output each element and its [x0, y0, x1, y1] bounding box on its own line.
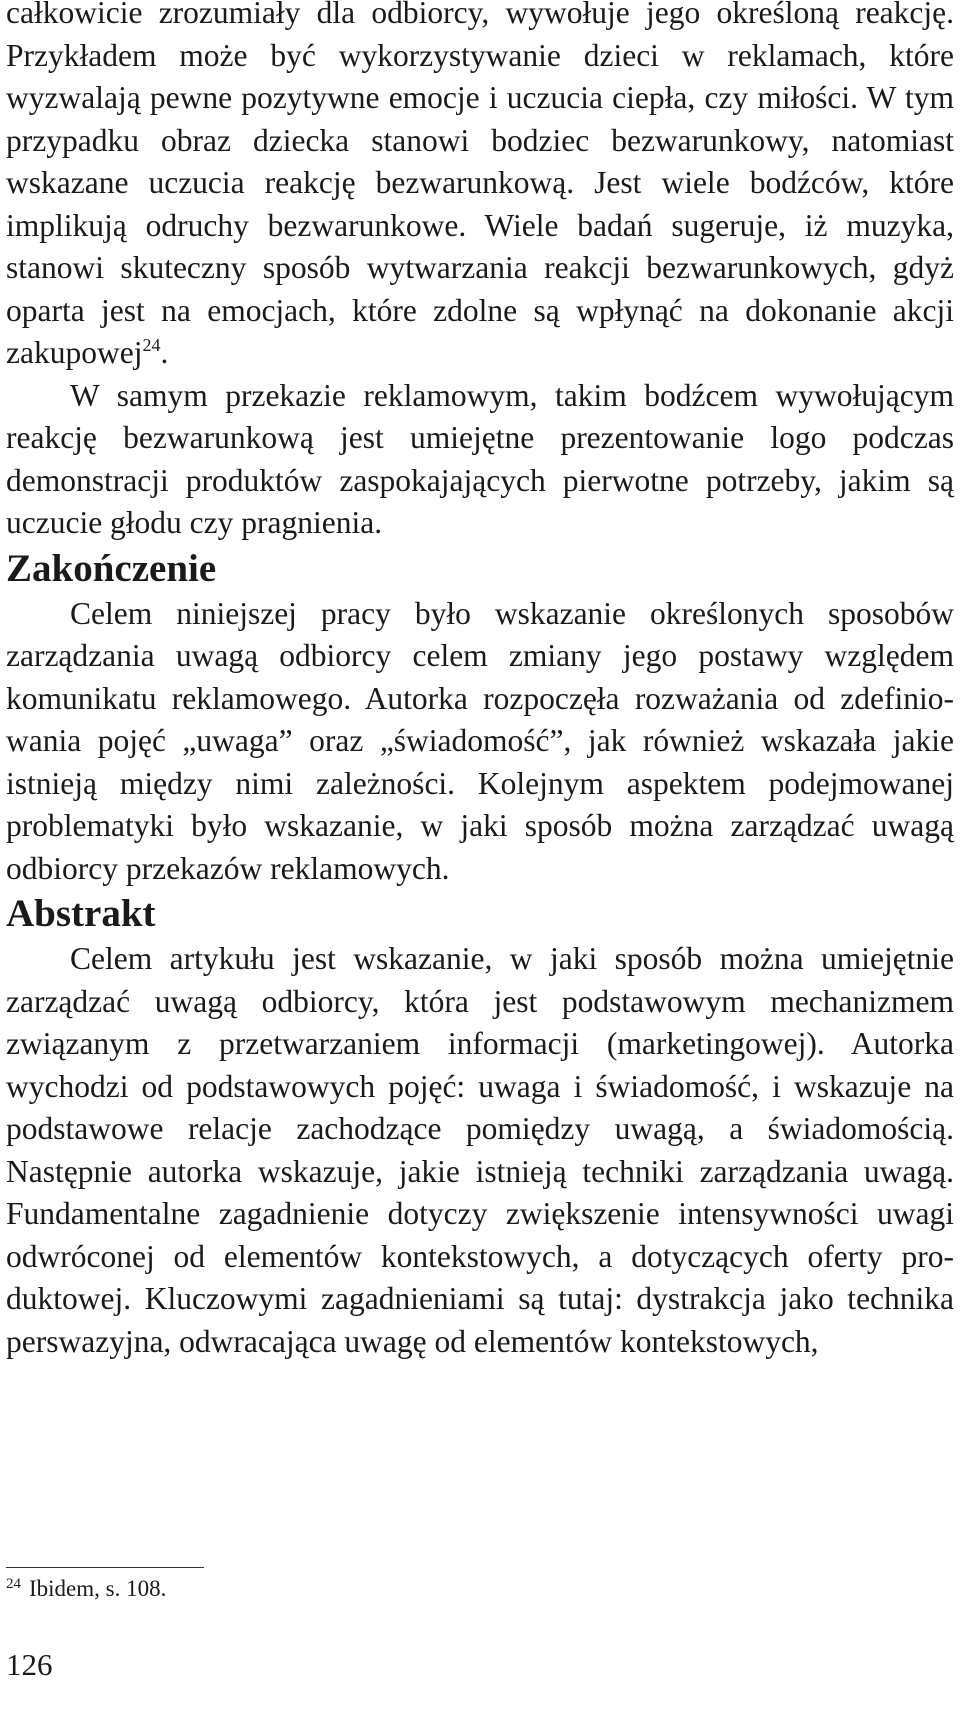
body-paragraph-1	[6, 0, 954, 375]
conclusion-paragraph: Celem niniejszej pracy było wskazanie określonych sposobów zarządzania uwagą odbiorcy celem zmiany jego postawy względem komunikatu reklamowego. Autorka rozpoczęła rozważania od zdefiniowania pojęć „uwaga” oraz „świadomość”, jak również wskazała jakie istnieją między nimi zależności. Kolejnym aspektem podejmowanej problematyki było wskazanie, w jaki sposób można zarządzać uwagą odbiorcy przekazów reklamowych.	[6, 595, 954, 886]
abstract-paragraph: Celem artykułu jest wskazanie, w jaki sposób można umiejętnie zarządzać uwagą odbiorcy, która jest podstawowym mechanizmem związanym z przetwarzaniem informacji (marketingowej). Autorka wychodzi od podstawowych pojęć: uwaga i świadomość, i wskazuje na podstawowe relacje zachodzące pomiędzy uwagą, a świadomością. Następnie autorka wskazuje, jakie istnieją techniki zarządzania uwagą. Fundamentalne zagadnienie dotyczy zwiększenie intensywności uwagi odwróconej od elementów kontekstowych, a dotyczących oferty produktowej. Kluczowymi zagadnieniami są tutaj: dystrakcja jako technika perswazyjna, odwracająca uwagę od elementów kontekstowych,	[6, 941, 954, 1359]
page-number: 126	[6, 1647, 53, 1682]
footnote-reference[interactable]: 24	[142, 335, 161, 355]
footnote-number: 24	[6, 1576, 21, 1592]
footnote-separator	[6, 1567, 204, 1568]
section-heading-conclusion: Zakończenie	[6, 546, 217, 590]
page-content	[6, 0, 954, 1363]
paragraph-text: całkowicie zrozumiały dla odbiorcy, wywołuje jego określoną reakcję. Przykładem może być wykorzystywanie dzieci w reklamach, które wyzwalają pewne pozytywne emocje i uczucia ciepła, czy miłości. W tym przypadku obraz dziecka stanowi bodziec bezwarunkowy, natomiast wskazane uczucia reakcję bezwarunkową. Jest wiele bodźców, które implikują odruchy bezwarunkowe. Wiele badań sugeruje, iż muzyka, stanowi skuteczny sposób wytwarzania reakcji bezwarunkowych, gdyż oparta jest na emocjach, które zdolne są wpłynąć na dokonanie akcji zakupowej	[6, 0, 954, 370]
footnote	[6, 1574, 166, 1604]
footnote-text: Ibidem, s. 108.	[29, 1576, 167, 1601]
section-heading-abstract: Abstrakt	[6, 892, 156, 935]
body-paragraph-2: W samym przekazie reklamowym, takim bodźcem wywołującym reakcję bezwarunkową jest umiejętne prezentowanie logo podczas demonstracji produktów zaspokajających pierwotne potrzeby, jakim są uczucie głodu czy pragnienia.	[6, 377, 954, 540]
paragraph-end: .	[160, 335, 169, 370]
